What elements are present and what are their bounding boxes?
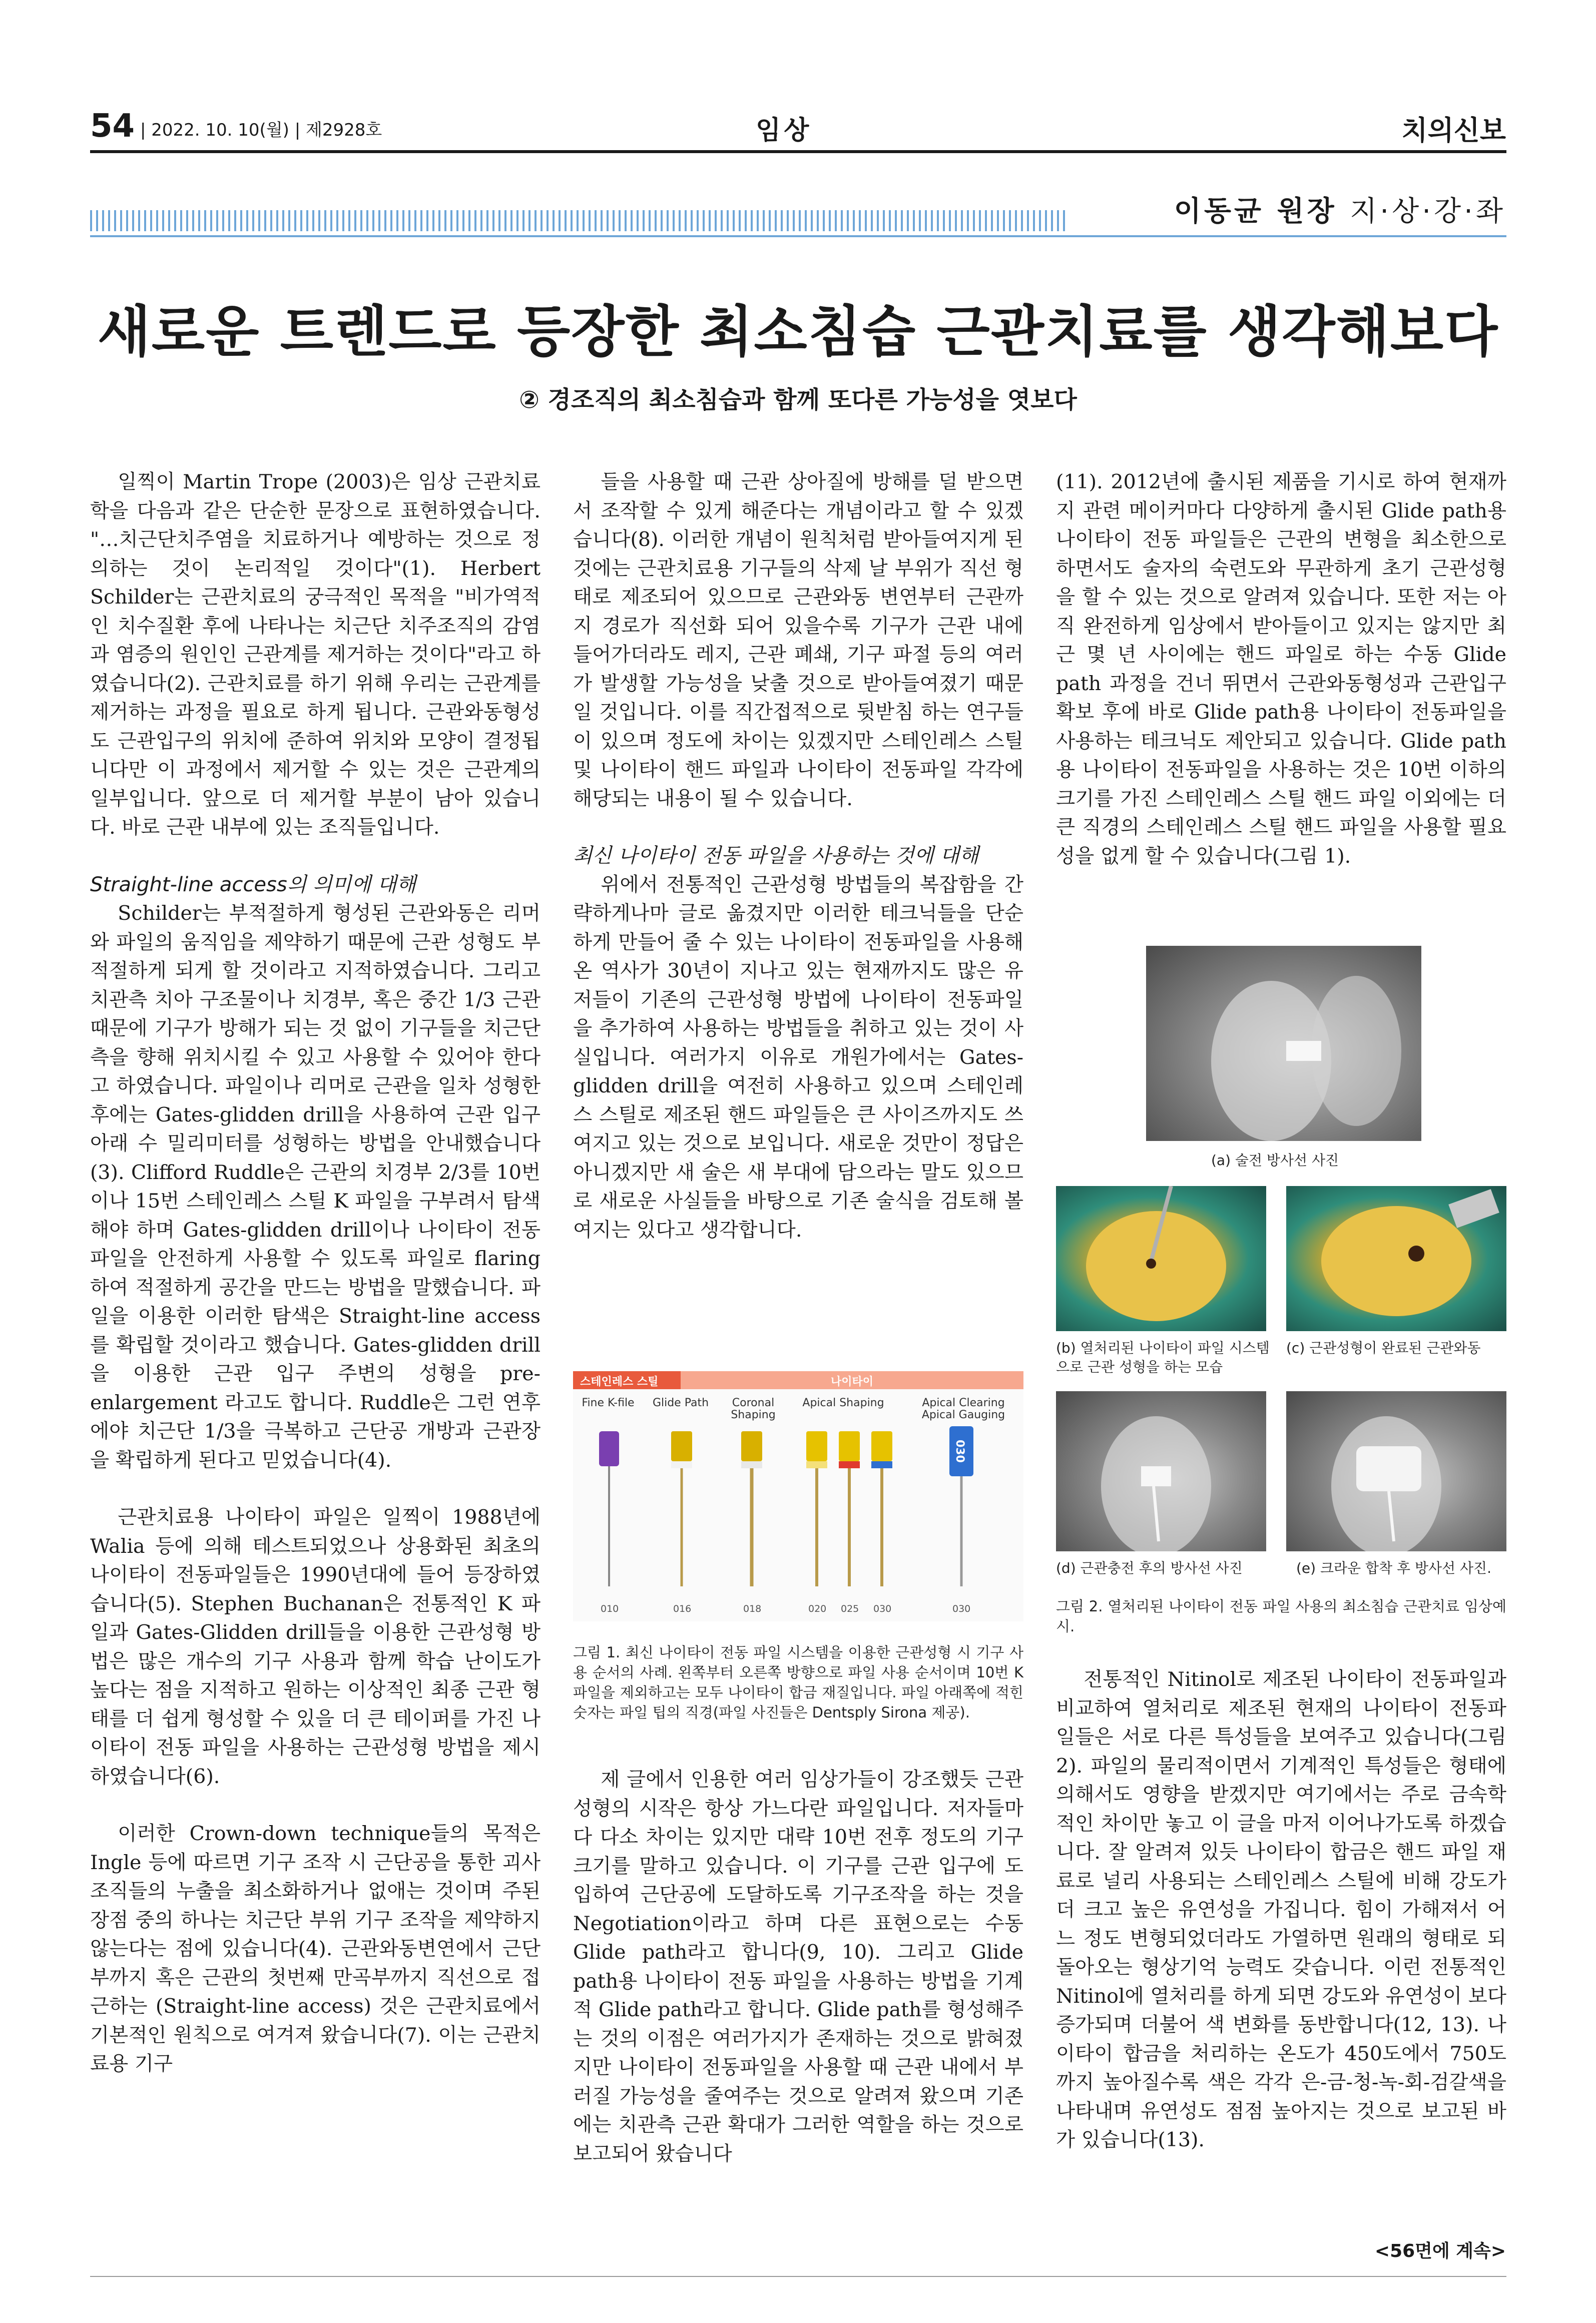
file-ring	[871, 1461, 892, 1468]
footer-rule	[90, 2276, 1506, 2277]
file-ring	[741, 1461, 762, 1468]
header-rule	[90, 150, 1506, 153]
file-handle	[871, 1431, 892, 1461]
issue-date: | 2022. 10. 10(월) | 제2928호	[140, 120, 382, 140]
tip-size: 020	[808, 1603, 827, 1614]
gauge-label: 030	[953, 1440, 966, 1463]
figure-1-caption: 그림 1. 최신 나이타이 전동 파일 시스템을 이용한 근관성형 시 기구 사용 순서의 사례. 왼쪽부터 오른쪽 방향으로 파일 사용 순서이며 10번 K파일을 제외하고는 모두 나이타이 합금 재질입니다. 파일 아래쪽에 적힌 숫자는 파일 팁의 직경(파일 사진들은 Dentsply Sirona 제공).	[573, 1644, 1023, 1721]
figure-1-file-system	[573, 1371, 1023, 1621]
paragraph: 전통적인 Nitinol로 제조된 나이타이 전동파일과 비교하여 열처리로 제조된 현재의 나이타이 전동파일들은 서로 다른 특성들을 보여주고 있습니다(그림 2). 파일의 물리적이면서 기계적인 특성들은 형태에 의해서도 영향을 받겠지만 여기에서는 주로 금속학적인 차이만 놓고 이 글을 마저 이어나가도록 하겠습니다. 잘 알려져 있듯 나이타이 합금은 핸드 파일 재료로 널리 사용되는 스테인레스 스틸에 비해 강도가 더 크고 높은 유연성을 가집니다. 힘이 가해져서 어느 정도 변형되었더라도 가열하면 원래의 형태로 되돌아오는 형상기억 능력도 갖습니다. 이런 전통적인 Nitinol에 열처리를 하게 되면 강도와 유연성이 보다 증가되며 더불어 색 변화를 동반합니다(12, 13). 나이타이 합금을 처리하는 온도가 450도에서 750도까지 높아질수록 색은 각각 은-금-청-녹-회-검갈색을 나타내며 유연성도 점점 높아지는 것으로 보고된 바가 있습니다(13).	[1056, 1668, 1506, 2151]
newspaper-logo: 치의신보	[1401, 115, 1506, 146]
photo-preop-radiograph	[1146, 946, 1421, 1141]
series-rule	[90, 235, 1506, 237]
niti-bar	[681, 1371, 1023, 1389]
file-handle	[599, 1431, 619, 1466]
file-apical-030	[871, 1431, 892, 1586]
figure-2a-label: (a) 술전 방사선 사진	[1211, 1152, 1339, 1169]
section-heading: 최신 나이타이 전동 파일을 사용하는 것에 대해	[573, 844, 979, 867]
paragraph: 위에서 전통적인 근관성형 방법들의 복잡함을 간략하게나마 글로 옮겼지만 이러한 테크닉들을 단순하게 만들어 줄 수 있는 나이타이 전동파일을 사용해 온 역사가 30년이 지나고 있는 현재까지도 많은 유저들이 기존의 근관성형 방법에 나이타이 전동파일을 추가하여 사용하는 방법들을 취하고 있는 것이 사실입니다. 여러가지 이유로 개원가에서는 Gates-glidden drill을 여전히 사용하고 있으며 스테인레스 스틸로 제조된 핸드 파일들은 큰 사이즈까지도 쓰여지고 있는 것으로 보입니다. 새로운 것만이 정답은 아니겠지만 새 술은 새 부대에 담으라는 말도 있으므로 새로운 사실들을 바탕으로 기존 술식을 검토해 볼 여지는 있다고 생각합니다.	[573, 873, 1023, 1242]
series-name: 지·상·강·좌	[1350, 195, 1506, 228]
paragraph: 이러한 Crown-down technique들의 목적은 Ingle 등에 따르면 기구 조작 시 근단공을 통한 괴사 조직들의 누출을 최소화하거나 없애는 것이며 주된 장점 중의 하나는 치근단 부위 기구 조작을 제약하지 않는다는 점에 있습니다(4). 근관와동변연에서 근단부까지 혹은 근관의 첫번째 만곡부까지 직선으로 접근하는 (Straight-line access) 것은 근관치료에서 기본적인 원칙으로 여겨져 왔습니다(7). 이는 근관치료용 기구	[90, 1822, 541, 2075]
file-handle	[839, 1431, 860, 1461]
radiograph-teeth	[1056, 1391, 1266, 1551]
file-kfile-010	[599, 1431, 619, 1586]
photo-post-crown-radiograph	[1286, 1391, 1506, 1551]
paragraph: 일찍이 Martin Trope (2003)은 임상 근관치료학을 다음과 같은 단순한 문장으로 표현하였습니다. "…치근단치주염을 치료하거나 예방하는 것으로 정의하는 것이 논리적일 것이다"(1). Herbert Schilder는 근관치료의 궁극적인 목적을 "비가역적인 치수질환 후에 나타나는 치근단 치주조직의 감염과 염증의 원인인 근관계를 제거하는 것이다"라고 하였습니다(2). 근관치료를 하기 위해 우리는 근관계를 제거하는 과정을 필요로 하게 됩니다. 근관와동형성도 근관입구의 위치에 준하여 위치와 모양이 결정됩니다만 이 과정에서 제거할 수 있는 것은 근관계의 일부입니다. 앞으로 더 제거할 부분이 남아 있습니다. 바로 근관 내부에 있는 조직들입니다.	[90, 470, 541, 839]
column-head-glide-path: Glide Path	[652, 1397, 709, 1409]
radiograph-teeth	[1286, 1391, 1506, 1551]
series-stripe-decoration	[90, 210, 1066, 231]
photo-completed-access	[1286, 1186, 1506, 1331]
figure-2d-label: (d) 근관충전 후의 방사선 사진	[1056, 1560, 1243, 1576]
column-head-coronal-shaping: Coronal Shaping	[731, 1397, 776, 1421]
section-heading: Straight-line access의 의미에 대해	[90, 873, 416, 896]
paragraph: 들을 사용할 때 근관 상아질에 방해를 덜 받으면서 조작할 수 있게 해준다는 개념이라고 할 수 있겠습니다(8). 이러한 개념이 원칙처럼 받아들여지게 된 것에는 근관치료용 기구들의 삭제 날 부위가 직선 형태로 제조되어 있으므로 근관와동 변연부터 근관까지 경로가 직선화 되어 있을수록 기구가 근관 내에 들어가더라도 레지, 근관 폐쇄, 기구 파절 등의 여러가 발생할 가능성을 낮출 것으로 받아들여졌기 때문일 것입니다. 이를 직간접적으로 뒷받침 하는 연구들이 있으며 정도에 차이는 있겠지만 스테인레스 스틸 및 나이타이 핸드 파일과 나이타이 전동파일 각각에 해당되는 내용이 될 수 있습니다.	[573, 470, 1023, 810]
file-illustrations	[573, 1421, 1023, 1601]
page-number: 54	[90, 108, 135, 145]
article-column-2	[573, 468, 1023, 1245]
tip-size: 030	[873, 1603, 892, 1614]
tip-size: 030	[952, 1603, 971, 1614]
file-handle	[671, 1431, 692, 1461]
file-ring	[806, 1461, 827, 1468]
niti-label: 나이타이	[831, 1376, 874, 1388]
file-apical-020	[806, 1431, 827, 1586]
tip-size: 025	[841, 1603, 859, 1614]
paragraph: Schilder는 부적절하게 형성된 근관와동은 리머와 파일의 움직임을 제약하기 때문에 근관 성형도 부적절하게 되게 할 것이라고 지적하였습니다. 그리고 치관측 치아 구조물이나 치경부, 혹은 중간 1/3 근관 때문에 기구가 방해가 되는 것 없이 기구들을 치근단측을 향해 위치시킬 수 있고 사용할 수 있어야 한다고 하였습니다. 파일이나 리머로 근관을 일차 성형한 후에는 Gates-glidden drill을 사용하여 근관 입구 아래 수 밀리미터를 성형하는 방법을 안내했습니다(3). Clifford Ruddle은 근관의 치경부 2/3를 10번이나 15번 스테인레스 스틸 K 파일을 구부려서 탐색해야 하며 Gates-glidden drill이나 나이타이 전동 파일을 안전하게 사용할 수 있도록 파일로 flaring 하여 적절하게 공간을 만드는 방법을 말했습니다. 파일을 이용한 이러한 탐색은 Straight-line access를 확립할 것이라고 했습니다. Gates-glidden drill을 이용한 근관 입구 주변의 성형을 pre-enlargement 라고도 합니다. Ruddle은 그런 연후에야 치근단 1/3을 극복하고 근단공 개방과 근관장을 확립하게 된다고 믿었습니다(4).	[90, 902, 541, 1472]
file-handle	[806, 1431, 827, 1461]
article-column-3	[1056, 468, 1506, 871]
file-apical-025	[839, 1431, 860, 1586]
tip-size: 010	[601, 1603, 619, 1614]
section-name: 임상	[756, 116, 812, 146]
steel-bar	[573, 1371, 681, 1389]
figure-2b-label: (b) 열처리된 나이타이 파일 시스템으로 근관 성형을 하는 모습	[1056, 1340, 1270, 1375]
file-glide-path-016	[671, 1431, 692, 1586]
article-column-1	[90, 468, 541, 2079]
file-handle	[741, 1431, 762, 1461]
column-head-apical-shaping: Apical Shaping	[802, 1397, 884, 1409]
column-head-apical-clearing: Apical Clearing Apical Gauging	[921, 1397, 1005, 1421]
steel-label: 스테인레스 스틸	[580, 1376, 659, 1388]
figure-2e-label: (e) 크라운 합착 후 방사선 사진.	[1296, 1560, 1492, 1576]
file-ring	[839, 1461, 860, 1468]
series-label	[1174, 189, 1506, 229]
file-coronal-018	[741, 1431, 762, 1586]
clinical-view	[1056, 1186, 1266, 1331]
photo-shaping-procedure	[1056, 1186, 1266, 1331]
article-column-3-lower	[1056, 1665, 1506, 2155]
article-subtitle: ② 경조직의 최소침습과 함께 또다른 가능성을 엿보다	[519, 386, 1077, 414]
continued-note: <56면에 계속>	[1374, 2241, 1506, 2261]
figure-2-caption: 그림 2. 열처리된 나이타이 전동 파일 사용의 최소침습 근관치료 임상예시.	[1056, 1598, 1506, 1635]
paragraph: 제 글에서 인용한 여러 임상가들이 강조했듯 근관성형의 시작은 항상 가느다란 파일입니다. 저자들마다 다소 차이는 있지만 대략 10번 전후 정도의 기구 크기를 말하고 있습니다. 이 기구를 근관 입구에 도입하여 근단공에 도달하도록 기구조작을 하는 것을 Negotiation이라고 하며 다른 표현으로는 수동 Glide path라고 합니다(9, 10). 그리고 Glide path용 나이타이 전동 파일을 사용하는 방법을 기계적 Glide path라고 합니다. Glide path를 형성해주는 것의 이점은 여러가지가 존재하는 것으로 밝혀졌지만 나이타이 전동파일을 사용할 때 근관 내에서 부러질 가능성을 줄여주는 것으로 알려져 왔으며 기존에는 치관측 근관 확대가 그러한 역할을 하는 것으로 보고되어 왔습니다	[573, 1768, 1023, 2165]
figure-2c-label: (c) 근관성형이 완료된 근관와동	[1286, 1340, 1481, 1356]
tip-size: 016	[673, 1603, 692, 1614]
photo-post-obturation-radiograph	[1056, 1391, 1266, 1551]
column-head-fine-kfile: Fine K-file	[582, 1397, 635, 1409]
article-title: 새로운 트렌드로 등장한 최소침습 근관치료를 생각해보다	[97, 300, 1499, 364]
article-column-2-lower	[573, 1766, 1023, 2168]
paragraph: (11). 2012년에 출시된 제품을 기시로 하여 현재까지 관련 메이커마다 다양하게 출시된 Glide path용 나이타이 전동 파일들은 근관의 변형을 최소한으로 하면서도 술자의 숙련도와 무관하게 초기 근관성형을 할 수 있는 것으로 알려져 있습니다. 또한 저는 아직 완전하게 임상에서 받아들이고 있지는 않지만 최근 몇 년 사이에는 핸드 파일로 하는 수동 Glide path 과정을 건너 뛰면서 근관와동형성과 근관입구 확보 후에 바로 Glide path용 나이타이 전동파일을 사용하는 테크닉도 제안되고 있습니다. Glide path용 나이타이 전동파일을 사용하는 것은 10번 이하의 크기를 가진 스테인레스 스틸 핸드 파일 이외에는 더 큰 직경의 스테인레스 스틸 핸드 파일을 사용할 필요성을 없게 할 수 있습니다(그림 1).	[1056, 470, 1506, 868]
paragraph: 근관치료용 나이타이 파일은 일찍이 1988년에 Walia 등에 의해 테스트되었으나 상용화된 최초의 나이타이 전동파일들은 1990년대에 들어 등장하였습니다(5). Stephen Buchanan은 전통적인 K 파일과 Gates-Glidden drill들을 이용한 근관성형 방법은 많은 개수의 기구 사용과 함께 학습 난이도가 높다는 점을 지적하고 원하는 이상적인 최종 근관 형태를 더 쉽게 형성할 수 있을 더 큰 테이퍼를 가진 나이타이 전동 파일을 사용하는 근관성형 방법을 제시하였습니다(6).	[90, 1506, 541, 1788]
tip-size: 018	[743, 1603, 762, 1614]
clinical-view	[1286, 1186, 1506, 1331]
radiograph-teeth	[1146, 946, 1421, 1141]
series-author: 이동균 원장	[1174, 195, 1337, 228]
file-ring	[671, 1461, 692, 1468]
file-gauge-030	[949, 1426, 973, 1586]
